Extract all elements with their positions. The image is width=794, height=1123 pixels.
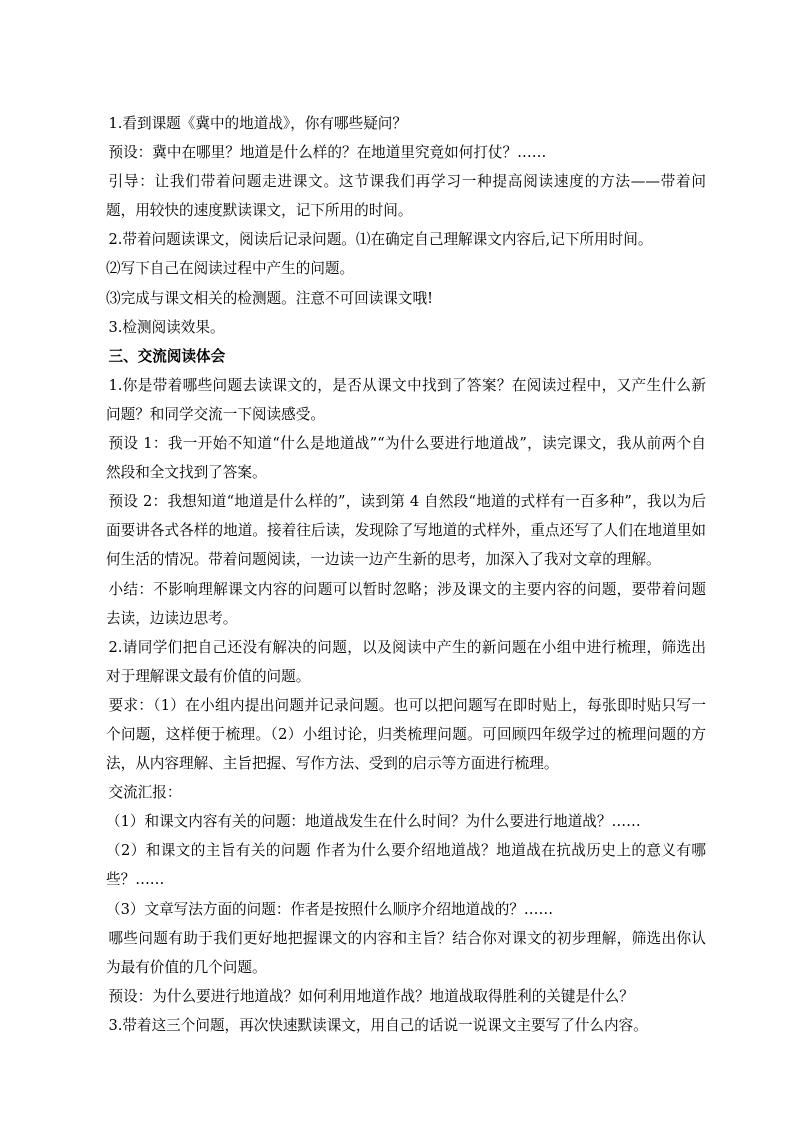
report-label: 交流汇报：	[108, 784, 182, 802]
summary-paragraph: 小结：不影响理解课文内容的问题可以暂时忽略；涉及课文的主要内容的问题，要带着问题去读，边读边思考。	[106, 580, 706, 627]
selection-question: 哪些问题有助于我们更好地把握课文的内容和主旨？结合你对课文的初步理解，筛选出你认为最有价值的几个问题。	[106, 929, 706, 976]
exchange-question-2: 2.请同学们把自己还没有解决的问题，以及阅读中产生的新问题在小组中进行梳理，筛选出对于理解课文最有价值的问题。	[106, 638, 706, 685]
report-item-3: （3）文章写法方面的问题：作者是按照什么顺序介绍地道战的？……	[106, 900, 554, 918]
step-2-sub-3: ⑶完成与课文相关的检测题。注意不可回读课文哦!	[106, 289, 433, 307]
requirements-paragraph: 要求：（1）在小组内提出问题并记录问题。也可以把问题写在即时贴上，每张即时贴只写一个问题，这样便于梳理。（2）小组讨论，归类梳理问题。可回顾四年级学过的梳理问题的方法，从内容理解、主旨把握、写作方法、受到的启示等方面进行梳理。	[106, 696, 706, 773]
section-heading-3: 三、交流阅读体会	[108, 347, 226, 365]
step-2-read: 2.带着问题读课文，阅读后记录问题。⑴在确定自己理解课文内容后,记下所用时间。	[108, 231, 653, 249]
exchange-question-1: 1.你是带着哪些问题去读课文的，是否从课文中找到了答案？在阅读过程中，又产生什么新问题？和同学交流一下阅读感受。	[106, 376, 706, 423]
report-item-2: （2）和课文的主旨有关的问题 作者为什么要介绍地道战？地道战在抗战历史上的意义有哪些？……	[106, 842, 706, 889]
preset-selected-questions: 预设：为什么要进行地道战？如何利用地道作战？地道战取得胜利的关键是什么？	[108, 987, 634, 1005]
step-3-reread: 3.带着这三个问题，再次快速默读课文，用自己的话说一说课文主要写了什么内容。	[108, 1016, 648, 1034]
preset-questions: 预设：冀中在哪里？地道是什么样的？在地道里究竟如何打仗？……	[108, 144, 547, 162]
preset-2: 预设 2：我想知道“地道是什么样的”，读到第 4 自然段“地道的式样有一百多种”，我以为后面要讲各式各样的地道。接着往后读，发现除了写地道的式样外，重点还写了人们在地道里如何生活的情况。带着问题阅读，一边读一边产生新的思考，加深入了我对文章的理解。	[106, 493, 706, 569]
question-1: 1.看到课题《冀中的地道战》，你有哪些疑问？	[108, 115, 407, 132]
report-item-1: （1）和课文内容有关的问题：地道战发生在什么时间？为什么要进行地道战？……	[106, 813, 641, 831]
step-2-sub-2: ⑵写下自己在阅读过程中产生的问题。	[106, 260, 355, 278]
guidance-paragraph: 引导：让我们带着问题走进课文。这节课我们再学习一种提高阅读速度的方法——带着问题，用较快的速度默读课文，记下所用的时间。	[106, 173, 706, 220]
step-3-check: 3.检测阅读效果。	[108, 318, 225, 336]
preset-1: 预设 1：我一开始不知道“什么是地道战”“为什么要进行地道战”，读完课文，我从前两个自然段和全文找到了答案。	[106, 435, 706, 482]
